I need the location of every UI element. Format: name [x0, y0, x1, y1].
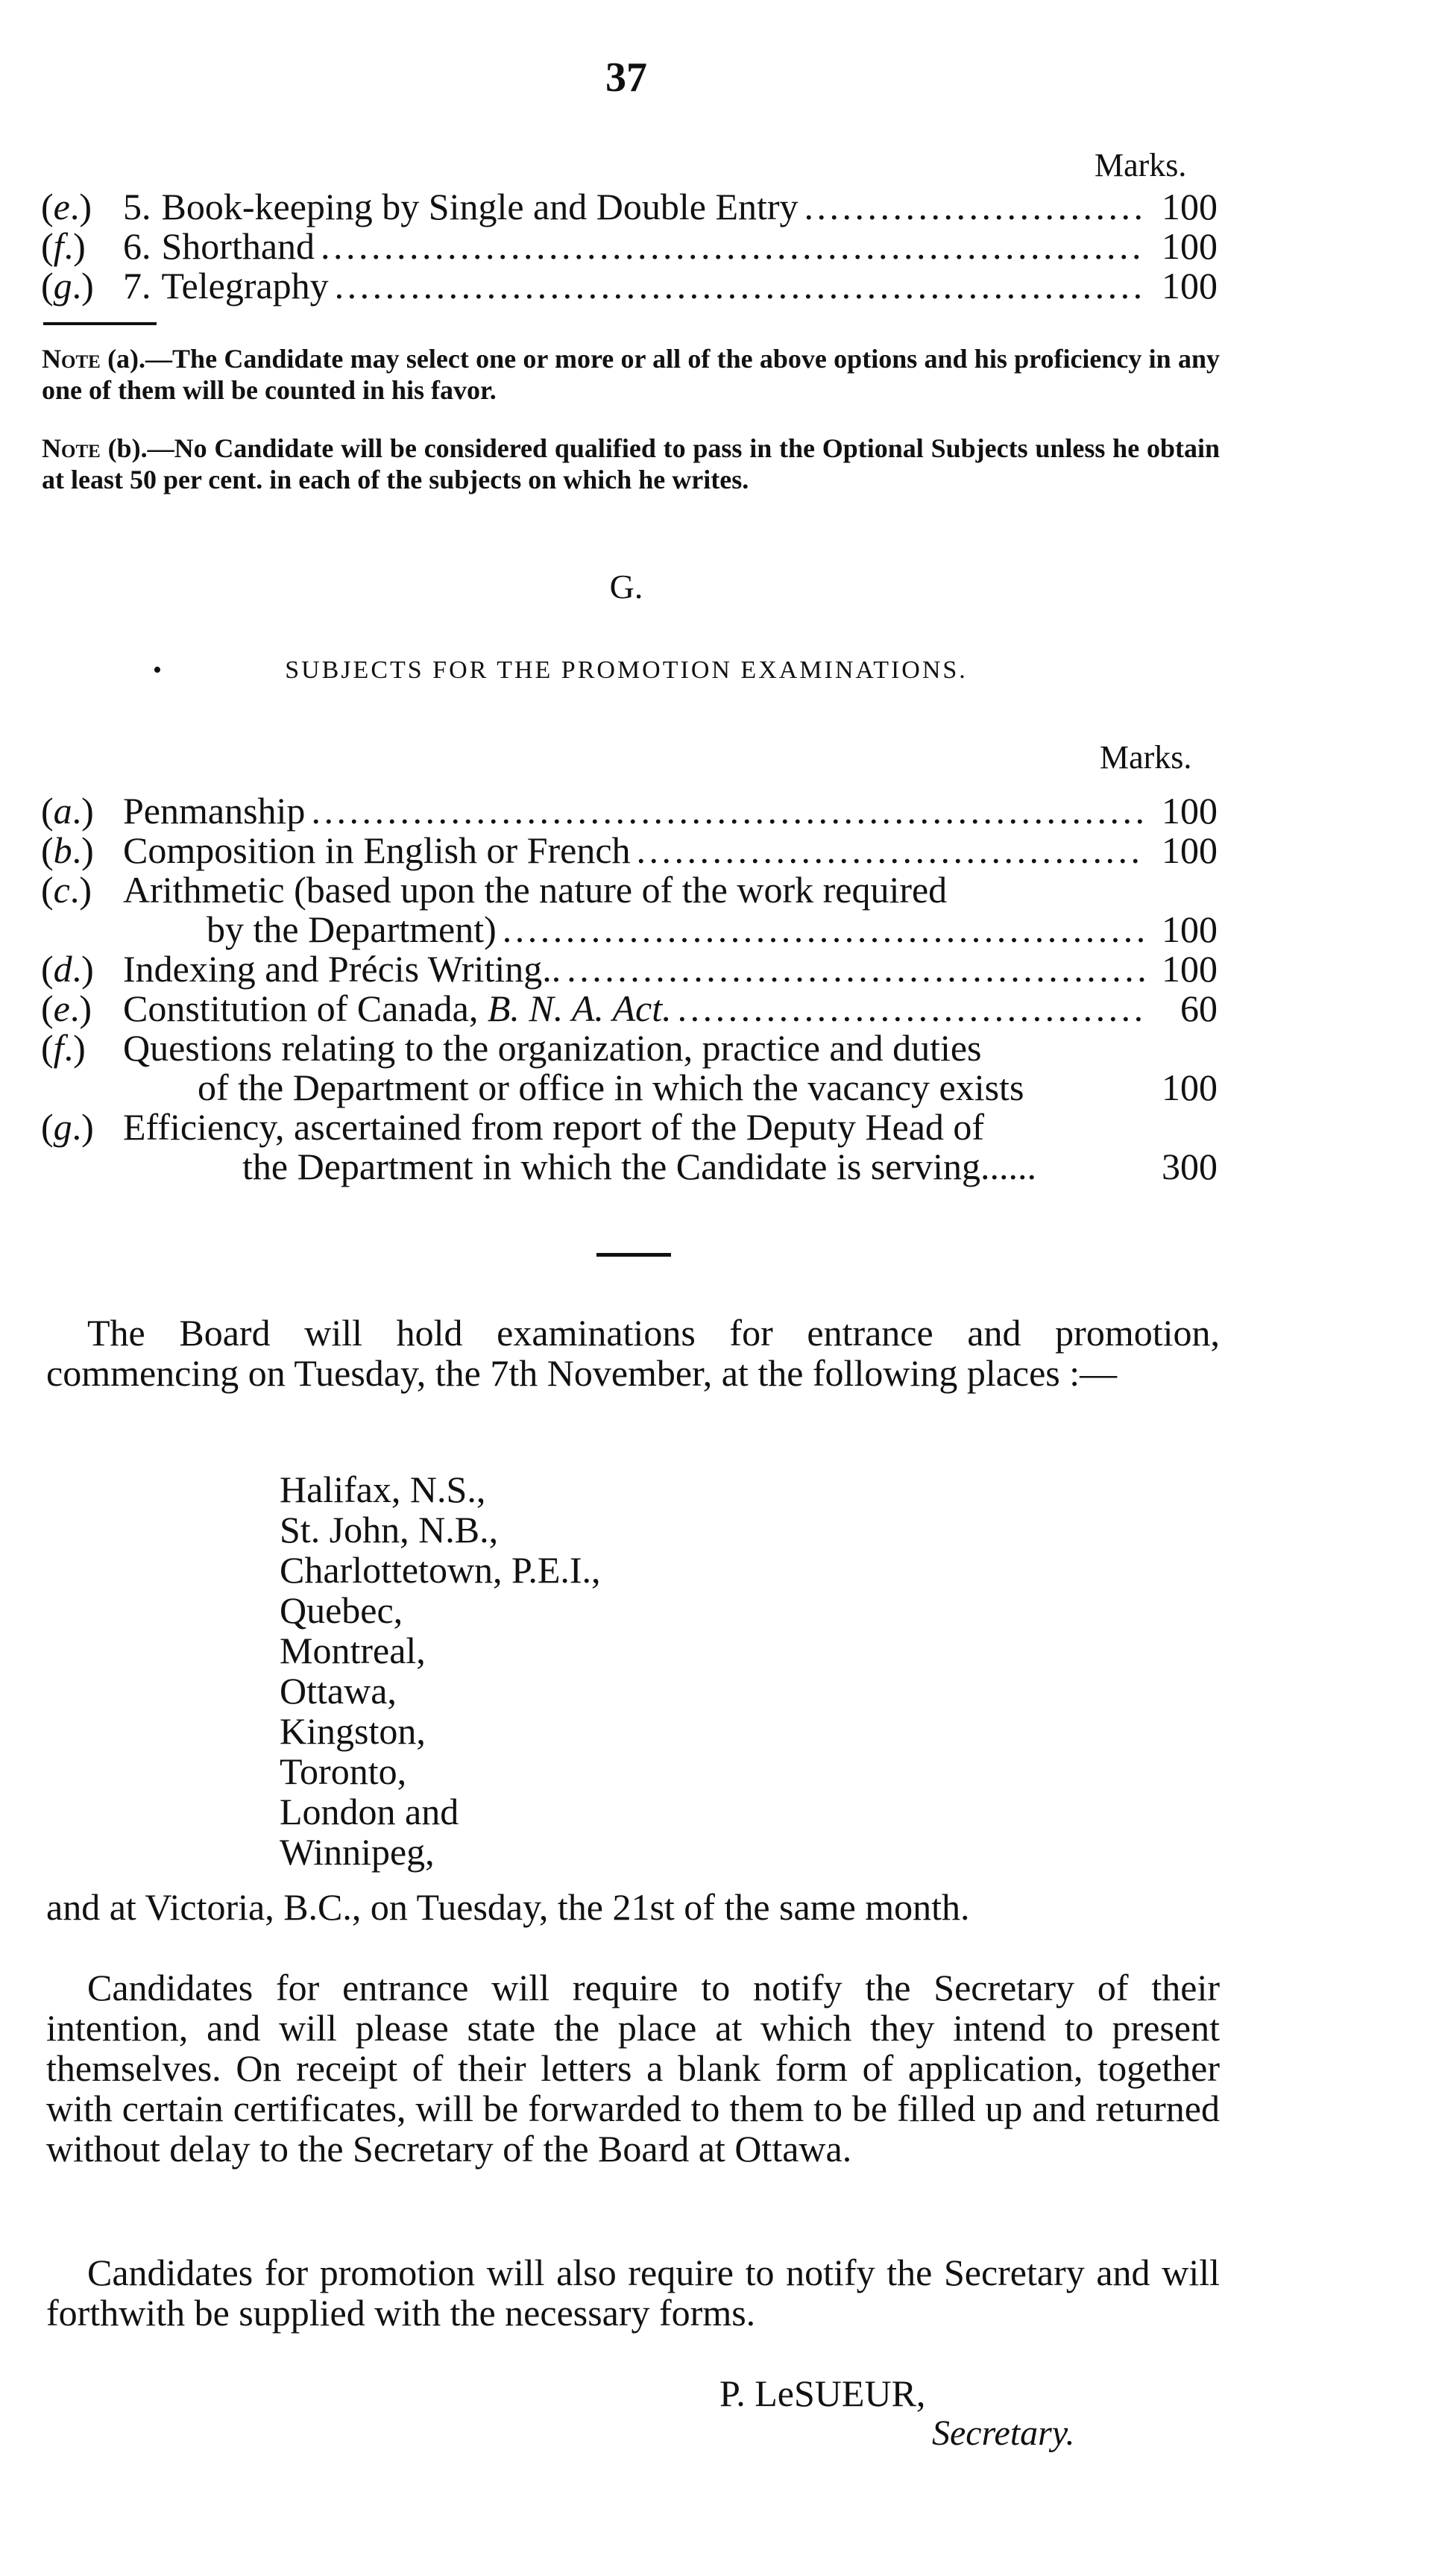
promotion-subject-row: [41, 1027, 1218, 1069]
item-text: Book-keeping by Single and Double Entry: [161, 186, 799, 227]
page-number: 37: [605, 54, 647, 101]
promotion-subject-row: [41, 790, 1218, 832]
signatory-name: P. LeSUEUR,: [719, 2372, 926, 2414]
item-marks: 100: [1162, 225, 1218, 267]
place-item: Toronto,: [280, 1750, 407, 1792]
item-marks: 60: [1180, 987, 1218, 1029]
item-marks: 100: [1162, 790, 1218, 832]
item-text: Indexing and Précis Writing..: [123, 948, 561, 990]
item-label: (f.): [41, 225, 86, 267]
promotion-subject-row: [41, 987, 1218, 1029]
note-a: [42, 343, 1220, 406]
optional-subject-row: [41, 227, 1218, 265]
section-letter: G.: [609, 568, 643, 606]
marks-header: Marks.: [1100, 739, 1192, 776]
divider-rule: [43, 322, 157, 325]
leader-dots: [335, 267, 1144, 304]
promotion-paragraph: Candidates for promotion will also require to notify the Secretary and will forthwith be supplied with the necessary forms.: [46, 2252, 1220, 2334]
item-label: (e.): [41, 987, 92, 1029]
leader-dots: [678, 990, 1144, 1027]
item-label: (b.): [41, 829, 94, 871]
victoria-line: and at Victoria, B.C., on Tuesday, the 21st of the same month.: [46, 1886, 970, 1928]
place-item: Montreal,: [280, 1630, 426, 1671]
item-label: (c.): [41, 869, 92, 911]
item-text: Questions relating to the organization, practice and duties: [123, 1027, 982, 1069]
item-text: by the Department): [207, 908, 497, 950]
item-label: (e.): [41, 186, 92, 227]
divider-rule: [596, 1253, 671, 1257]
item-marks: 100: [1162, 829, 1218, 871]
item-marks: 100: [1162, 1066, 1218, 1108]
leader-dots: [567, 950, 1144, 987]
place-item: London and: [280, 1791, 459, 1832]
leader-dots: [804, 188, 1144, 225]
leader-dots: [637, 832, 1144, 869]
promotion-subject-row: [41, 869, 1218, 911]
item-number: 6.: [123, 225, 151, 267]
item-marks: 100: [1162, 948, 1218, 990]
promotion-subject-row: [41, 1108, 1218, 1146]
item-number: 5.: [123, 186, 151, 227]
leader-dots: [311, 792, 1144, 829]
note-body: (b).—No Candidate will be considered qualified to pass in the Optional Subjects unless he obtain at least 50 per cent. in each of the subjects on which he writes.: [42, 433, 1220, 494]
item-label: (a.): [41, 790, 94, 832]
leader-dots: [503, 911, 1144, 948]
item-label: (d.): [41, 948, 94, 990]
announcement-intro: The Board will hold examinations for entrance and promotion, commencing on Tuesday, the 7th November, at the following places :—: [46, 1312, 1220, 1394]
place-item: Quebec,: [280, 1589, 403, 1631]
item-number: 7.: [123, 265, 151, 307]
entrance-paragraph: Candidates for entrance will require to notify the Secretary of their intention, and will please state the place at which they intend to present themselves. On receipt of their letters a blank form of application, together with certain certificates, will be forwarded to them to be filled up and returned without delay to the Secretary of the Board at Ottawa.: [46, 1967, 1220, 2170]
place-item: Charlottetown, P.E.I.,: [280, 1549, 601, 1591]
marks-header: Marks.: [1095, 147, 1187, 183]
item-marks: 100: [1162, 265, 1218, 307]
note-label: Note: [42, 344, 101, 374]
item-text: Arithmetic (based upon the nature of the work required: [123, 869, 948, 911]
place-item: Halifax, N.S.,: [280, 1468, 486, 1510]
note-label: Note: [42, 433, 101, 463]
optional-subject-row: [41, 188, 1218, 225]
item-text: Efficiency, ascertained from report of the Deputy Head of: [123, 1106, 985, 1148]
item-text: Composition in English or French: [123, 829, 631, 871]
place-item: Winnipeg,: [280, 1831, 435, 1873]
item-label: (g.): [41, 1106, 94, 1148]
item-text: Penmanship: [123, 790, 306, 832]
bullet-mark: •: [153, 656, 162, 684]
note-body: (a).—The Candidate may select one or more or all of the above options and his proficiency in any one of them will be counted in his favor.: [42, 344, 1220, 405]
promotion-subject-row: [41, 948, 1218, 990]
place-item: Kingston,: [280, 1710, 426, 1752]
act-name: B. N. A. Act.: [487, 987, 672, 1029]
place-item: Ottawa,: [280, 1670, 397, 1712]
item-label: (g.): [41, 265, 94, 307]
promotion-subject-continuation: [207, 908, 1218, 950]
signatory-title: Secretary.: [932, 2413, 1075, 2453]
item-marks: 100: [1162, 908, 1218, 950]
item-label: (f.): [41, 1027, 86, 1069]
promotion-subject-continuation: [198, 1066, 1218, 1108]
item-text: Shorthand: [161, 225, 315, 267]
item-text: Telegraphy: [161, 265, 329, 307]
leader-dots: [321, 227, 1144, 265]
item-text: the Department in which the Candidate is serving......: [242, 1146, 1037, 1187]
item-text: Constitution of Canada, B. N. A. Act.: [123, 987, 672, 1029]
optional-subject-row: [41, 265, 1218, 307]
section-title: SUBJECTS FOR THE PROMOTION EXAMINATIONS.: [285, 656, 968, 684]
item-marks: 300: [1162, 1146, 1218, 1187]
place-item: St. John, N.B.,: [280, 1509, 499, 1551]
promotion-subject-row: [41, 829, 1218, 871]
note-b: [42, 433, 1220, 495]
promotion-subject-continuation: [242, 1148, 1218, 1185]
item-text: of the Department or office in which the vacancy exists: [198, 1066, 1024, 1108]
item-marks: 100: [1162, 186, 1218, 227]
